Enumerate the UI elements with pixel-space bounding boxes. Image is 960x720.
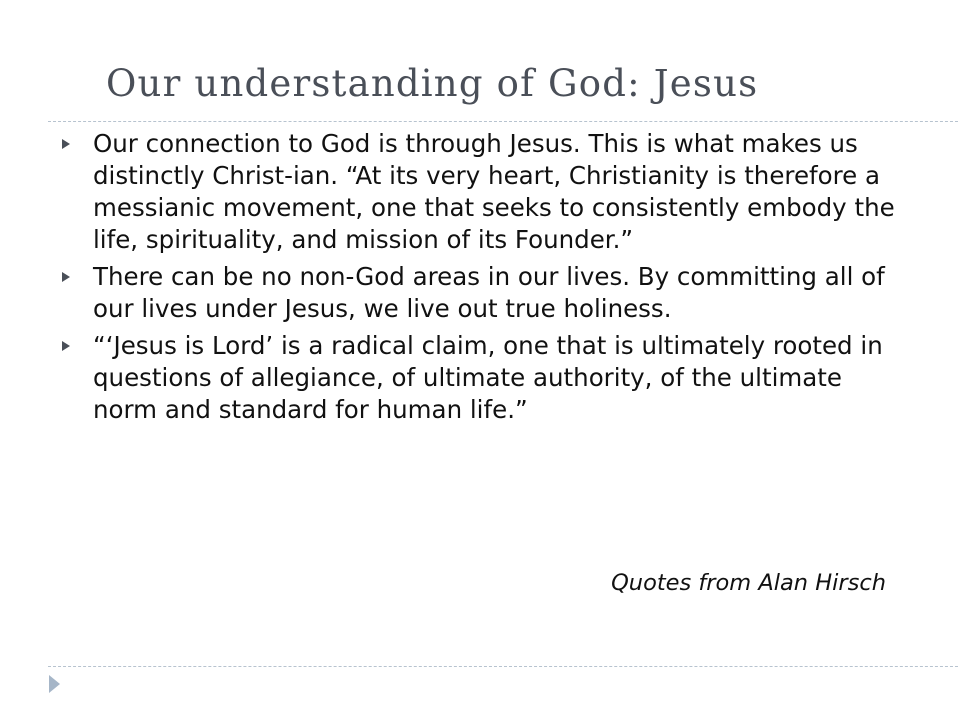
bullet-item — [62, 261, 912, 325]
bullet-text: “‘Jesus is Lord’ is a radical claim, one that is ultimately rooted in questions of allegiance, of ultimate authority, of the ultimate norm and standard for human life.” — [93, 331, 883, 424]
bullet-item — [62, 128, 912, 256]
bullet-item — [62, 330, 912, 426]
footer-divider — [48, 666, 960, 667]
title-divider — [48, 121, 960, 122]
quote-attribution: Quotes from Alan Hirsch — [611, 570, 886, 596]
slide-title: Our understanding of God: Jesus — [106, 62, 759, 105]
bullet-marker-icon — [62, 139, 70, 149]
corner-arrow-icon — [49, 675, 60, 693]
bullet-text: There can be no non-God areas in our lives. By committing all of our lives under Jesus, we live out true holiness. — [93, 262, 885, 323]
bullet-list — [62, 128, 912, 431]
bullet-marker-icon — [62, 272, 70, 282]
bullet-marker-icon — [62, 341, 70, 351]
bullet-text: Our connection to God is through Jesus. This is what makes us distinctly Christ-ian. “At its very heart, Christianity is therefore a messianic movement, one that seeks to consistently embody the life, spirituality, and mission of its Founder.” — [93, 129, 895, 254]
